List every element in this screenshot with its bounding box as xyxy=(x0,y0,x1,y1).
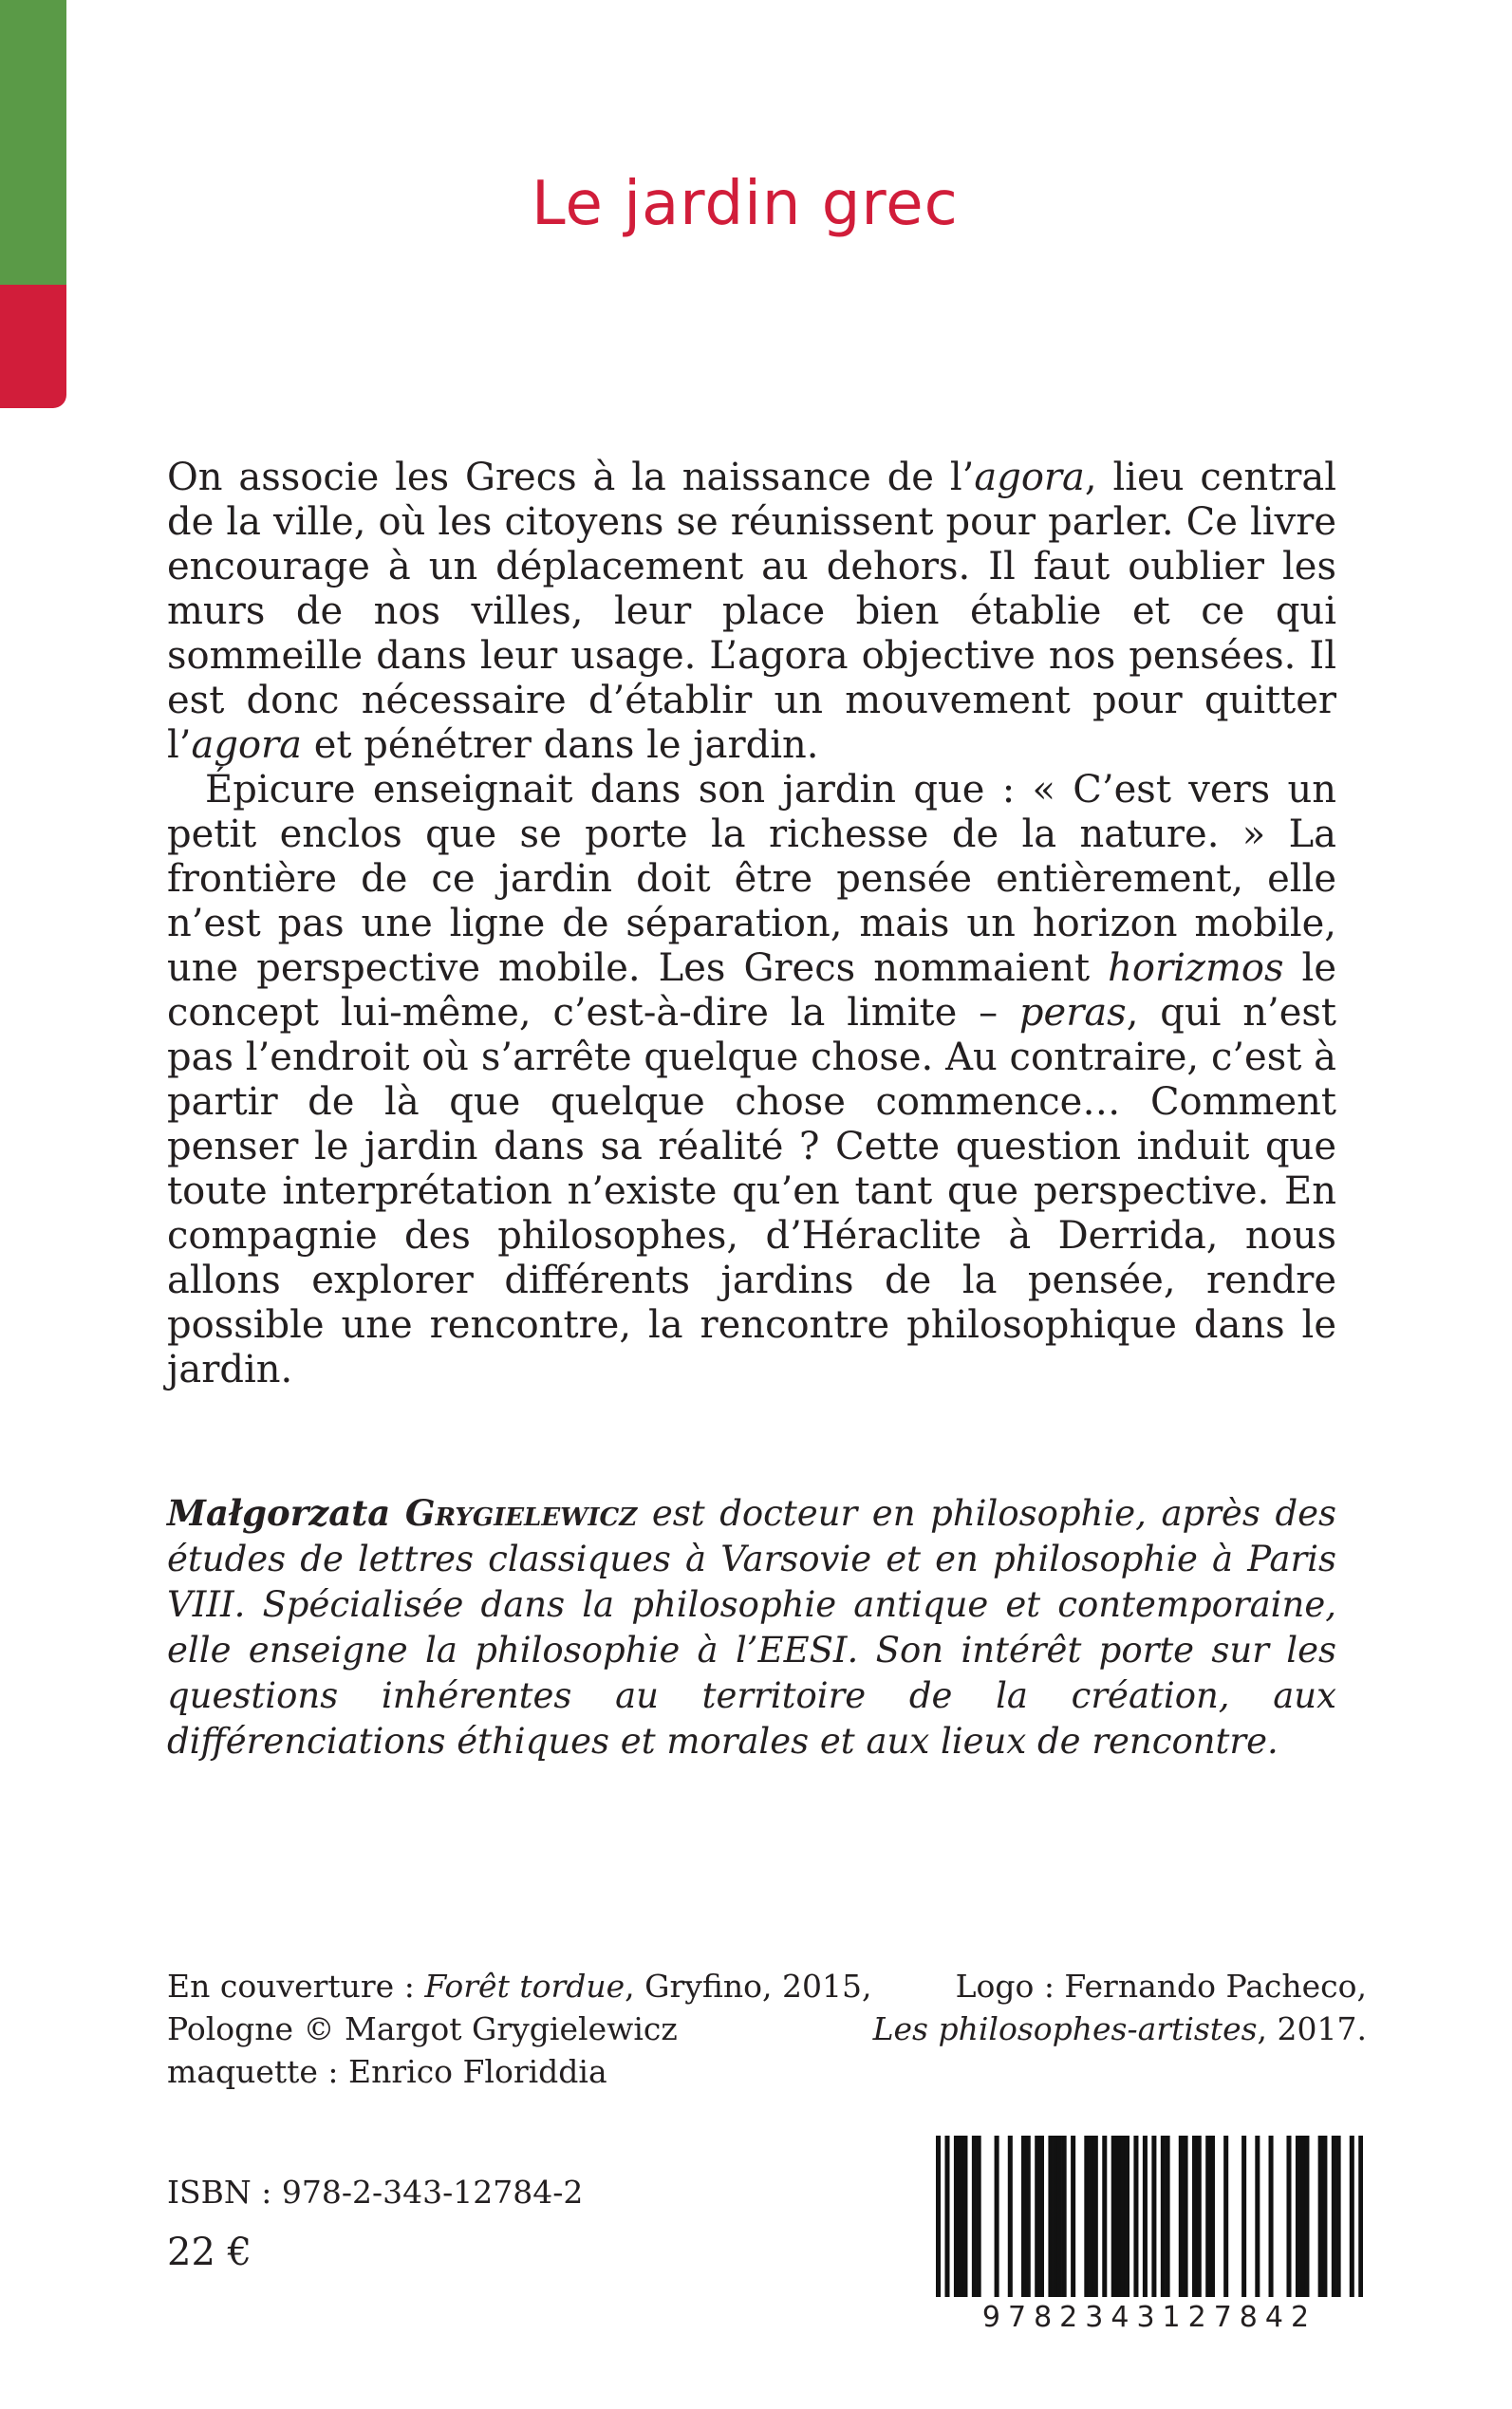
barcode-bar xyxy=(1161,2136,1166,2297)
red-edge-band xyxy=(0,285,66,408)
barcode-bar xyxy=(1255,2136,1260,2297)
barcode-bar xyxy=(1021,2136,1026,2297)
ean13-barcode-icon xyxy=(936,2136,1363,2297)
barcode-bar xyxy=(1300,2136,1305,2297)
barcode-bar xyxy=(1035,2136,1039,2297)
barcode-bar xyxy=(1089,2136,1093,2297)
green-edge-band xyxy=(0,0,66,285)
barcode-bar xyxy=(1197,2136,1202,2297)
barcode-bar xyxy=(1026,2136,1031,2297)
cover-credits xyxy=(167,1965,872,2093)
barcode-bar xyxy=(1008,2136,1013,2297)
price: 22 € xyxy=(167,2231,252,2274)
barcode-bar xyxy=(1071,2136,1075,2297)
logo-work-title: Les philosophes-artistes xyxy=(872,2010,1258,2047)
barcode-bar xyxy=(1053,2136,1057,2297)
blurb-text: le concept lui-même, c’est-à-dire la limite – xyxy=(167,946,1336,1035)
barcode-bar xyxy=(1143,2136,1148,2297)
cover-credit-line-3: maquette : Enrico Floriddia xyxy=(167,2053,607,2090)
barcode-bar xyxy=(1358,2136,1363,2297)
blurb-text: On associe les Grecs à la naissance de l’ xyxy=(167,456,975,499)
barcode-bar xyxy=(1125,2136,1129,2297)
credit-work-title: Forêt tordue xyxy=(424,1968,625,2005)
barcode-bar xyxy=(1304,2136,1309,2297)
blurb-italic: agora xyxy=(191,723,303,767)
barcode-bar xyxy=(1269,2136,1274,2297)
blurb-italic: peras xyxy=(1018,991,1127,1035)
barcode-digits: 9782343127842 xyxy=(981,2301,1317,2334)
blurb-text: Épicure enseignait dans son jardin que : « C’est vers un petit enclos que se porte la richesse de la nature. » La frontière de ce jardin doit être pensée entièrement, elle n’est pas une ligne de séparation, mais un horizon mobile, une perspective mobile. Les Grecs nommaient xyxy=(167,768,1336,990)
logo-credits xyxy=(854,1965,1367,2050)
barcode-bar xyxy=(1223,2136,1228,2297)
isbn: ISBN : 978-2-343-12784-2 xyxy=(167,2174,584,2211)
credit-text: , 2017. xyxy=(1257,2010,1367,2047)
author-first-name: Małgorzata xyxy=(167,1492,391,1534)
barcode-bar xyxy=(1332,2136,1336,2297)
blurb-text: , qui n’est pas l’endroit où s’arrête quelque chose. Au contraire, c’est à partir de là que quelque chose commence… Comment penser le jardin dans sa réalité ? Cette question induit que toute interprétation n’existe qu’en tant que perspective. En compagnie des philosophes, d’Héraclite à Derrida, nous allons explorer différents jardins de la pensée, rendre possible une rencontre, la rencontre philosophique dans le jardin. xyxy=(167,991,1336,1391)
barcode-bar xyxy=(954,2136,959,2297)
barcode-bar xyxy=(1322,2136,1327,2297)
barcode-bar xyxy=(1133,2136,1138,2297)
barcode-bar xyxy=(1115,2136,1120,2297)
barcode-bar xyxy=(1039,2136,1044,2297)
barcode-bar xyxy=(1192,2136,1197,2297)
barcode-bar xyxy=(1093,2136,1098,2297)
barcode-bar xyxy=(944,2136,949,2297)
barcode-bar xyxy=(1179,2136,1184,2297)
cover-credit-line-1 xyxy=(167,1965,872,2008)
barcode-bar xyxy=(1057,2136,1062,2297)
blurb-text: , lieu central de la ville, où les citoyens se réunissent pour parler. Ce livre encourage à un déplacement au dehors. Il faut oublier les murs de nos villes, leur place bien établie et ce qui sommeille dans leur usage. L’agora objective nos pensées. Il est donc nécessaire d’établir un mouvement pour quitter l’ xyxy=(167,456,1336,767)
barcode-bar xyxy=(936,2136,941,2297)
barcode-bar xyxy=(995,2136,999,2297)
barcode-bar xyxy=(1120,2136,1125,2297)
barcode-bar xyxy=(1296,2136,1300,2297)
book-title: Le jardin grec xyxy=(532,169,959,239)
barcode-bar xyxy=(977,2136,981,2297)
author-bio xyxy=(167,1490,1336,1765)
barcode-bar xyxy=(959,2136,963,2297)
author-last-name: Grygielewicz xyxy=(404,1492,638,1534)
barcode-bar xyxy=(1166,2136,1170,2297)
blurb-text: et pénétrer dans le jardin. xyxy=(302,723,819,767)
blurb-paragraph-1 xyxy=(167,456,1336,768)
cover-credit-line-2: Pologne © Margot Grygielewicz xyxy=(167,2010,678,2047)
blurb-paragraph-2 xyxy=(167,768,1336,1392)
blurb-italic: agora xyxy=(974,456,1085,499)
blurb-italic: horizmos xyxy=(1108,946,1284,990)
author-bio-text: est docteur en philosophie, après des études de lettres classiques à Varsovie et en philosophie à Paris VIII. Spécialisée dans la philosophie antique et contemporaine, elle enseigne la philosophie à l’EESI. Son intérêt porte sur les questions inhérentes au territoire de la création, aux différenciations éthiques et morales et aux lieux de rencontre. xyxy=(167,1493,1337,1762)
book-blurb xyxy=(167,456,1336,1392)
credit-text: En couverture : xyxy=(167,1968,425,2005)
barcode-bar xyxy=(1318,2136,1323,2297)
barcode-bar xyxy=(1084,2136,1089,2297)
barcode-bar xyxy=(1048,2136,1053,2297)
barcode-bar xyxy=(1184,2136,1188,2297)
barcode-bar xyxy=(1062,2136,1067,2297)
barcode-bar xyxy=(972,2136,977,2297)
logo-credit-line-1: Logo : Fernando Pacheco, xyxy=(955,1968,1367,2005)
barcode-bar xyxy=(1210,2136,1215,2297)
logo-credit-line-2 xyxy=(854,2008,1367,2050)
barcode-bar xyxy=(1286,2136,1291,2297)
barcode-bar xyxy=(1151,2136,1156,2297)
barcode-bar xyxy=(1241,2136,1246,2297)
barcode-bar xyxy=(1205,2136,1210,2297)
barcode-bar xyxy=(1350,2136,1354,2297)
barcode-bar xyxy=(1111,2136,1116,2297)
credit-text: , Gryfino, 2015, xyxy=(625,1968,872,2005)
barcode-bar xyxy=(962,2136,967,2297)
barcode-bar xyxy=(1336,2136,1341,2297)
barcode-bar xyxy=(1102,2136,1107,2297)
